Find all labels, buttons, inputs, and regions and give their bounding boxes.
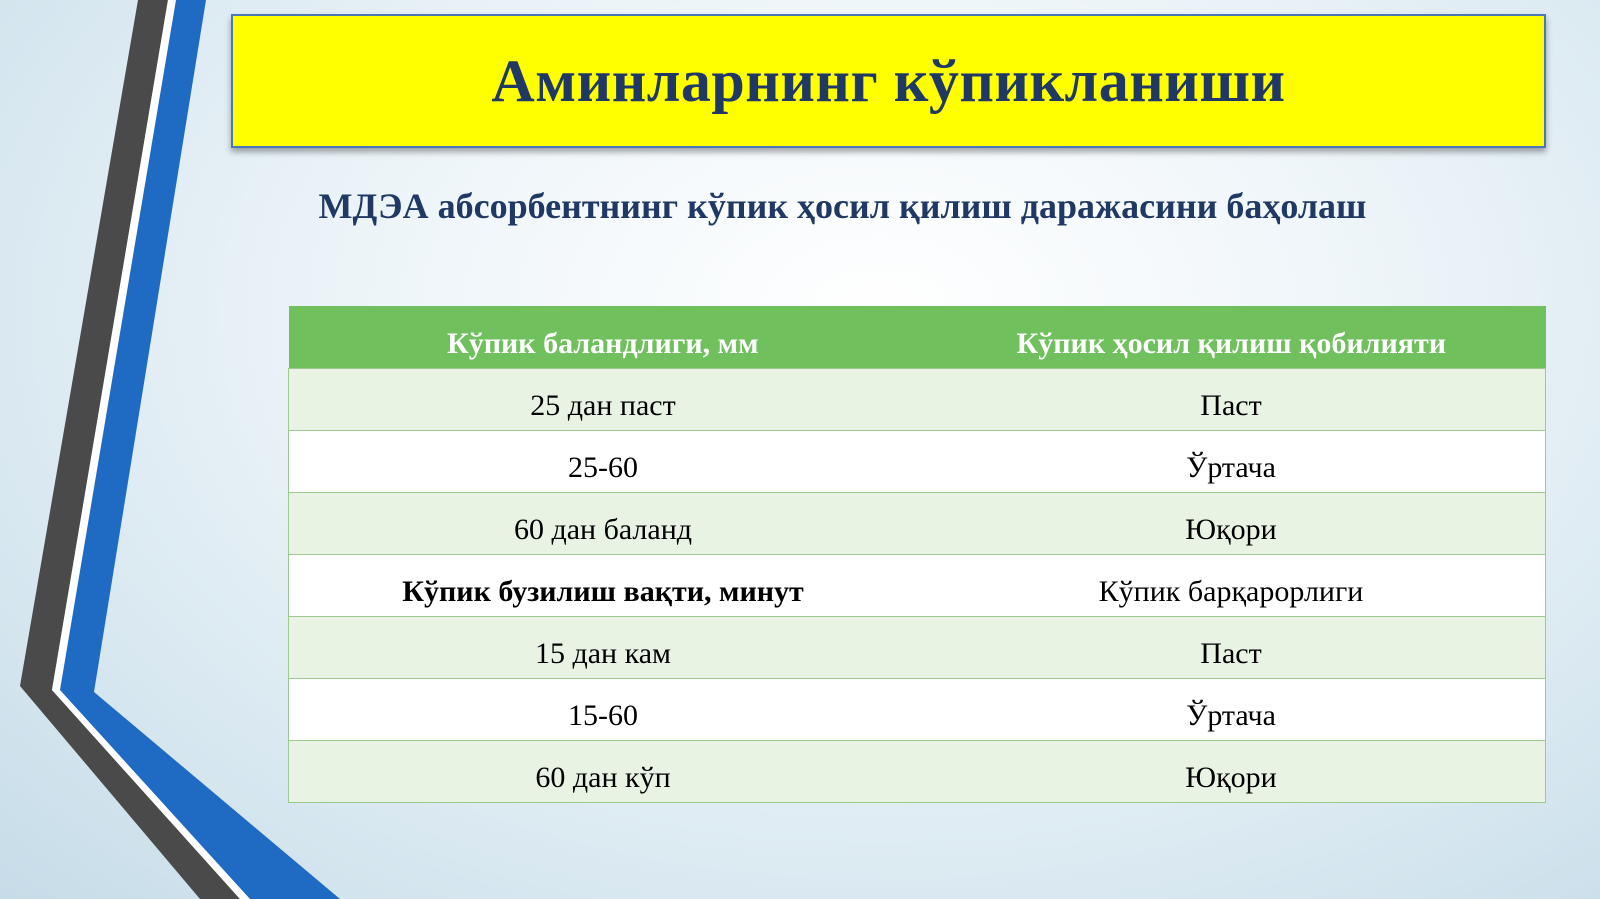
table-cell: 60 дан кўп [289, 740, 918, 802]
table-row [289, 430, 1546, 492]
table-cell: 25-60 [289, 430, 918, 492]
table-cell: 25 дан паст [289, 368, 918, 430]
table-row [289, 678, 1546, 740]
title-banner [231, 14, 1546, 148]
table-subheader-row [289, 554, 1546, 616]
table-cell: Ўртача [917, 678, 1546, 740]
table-cell: Ўртача [917, 430, 1546, 492]
table-cell: Юқори [917, 492, 1546, 554]
table-cell: Паст [917, 368, 1546, 430]
foam-evaluation-table [288, 306, 1546, 803]
header-foaming-ability: Кўпик ҳосил қилиш қобилияти [917, 306, 1546, 368]
slide-title: Аминларнинг кўпикланиши [491, 47, 1286, 114]
table-cell: Юқори [917, 740, 1546, 802]
table-cell: 60 дан баланд [289, 492, 918, 554]
header-foam-height: Кўпик баландлиги, мм [289, 306, 918, 368]
table-row [289, 368, 1546, 430]
table-row [289, 616, 1546, 678]
table-cell: Паст [917, 616, 1546, 678]
table-cell: 15 дан кам [289, 616, 918, 678]
subheader-foam-stability: Кўпик барқарорлиги [917, 554, 1546, 616]
table-row [289, 740, 1546, 802]
subheader-foam-break-time: Кўпик бузилиш вақти, минут [289, 554, 918, 616]
table-cell: 15-60 [289, 678, 918, 740]
slide-subtitle: МДЭА абсорбентнинг кўпик ҳосил қилиш даражасини баҳолаш [318, 186, 1367, 226]
table-row [289, 492, 1546, 554]
table-header-row [289, 306, 1546, 368]
